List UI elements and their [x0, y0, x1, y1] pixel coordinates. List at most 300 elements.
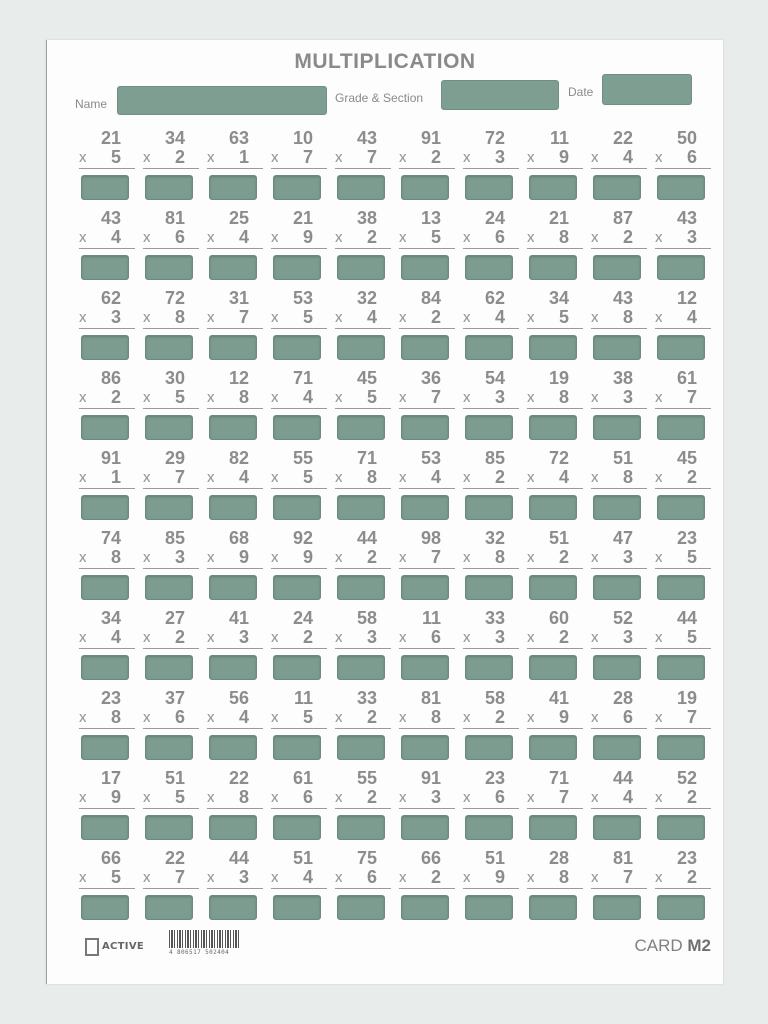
answer-rule: [335, 488, 391, 489]
answer-box[interactable]: [145, 575, 193, 600]
answer-box[interactable]: [657, 335, 705, 360]
answer-box[interactable]: [145, 495, 193, 520]
answer-box[interactable]: [401, 335, 449, 360]
problem-cell: [137, 362, 201, 442]
problem-cell: [393, 522, 457, 602]
multiplier: 2: [430, 867, 441, 887]
multiplier: 8: [622, 307, 633, 327]
answer-rule: [271, 568, 327, 569]
problem-cell: [457, 522, 521, 602]
problem-grid: [73, 122, 713, 922]
multiplier: 7: [430, 387, 441, 407]
multiplier: 5: [430, 227, 441, 247]
problem-cell: [521, 362, 585, 442]
answer-box[interactable]: [593, 575, 641, 600]
times-sign: x: [271, 789, 279, 806]
multiplier: 7: [174, 467, 185, 487]
answer-box[interactable]: [273, 415, 321, 440]
multiplier: 2: [302, 627, 313, 647]
problem-cell: [137, 282, 201, 362]
answer-rule: [143, 408, 199, 409]
multiplicand: 23: [676, 528, 697, 548]
times-sign: x: [335, 629, 343, 646]
times-sign: x: [655, 709, 663, 726]
answer-box[interactable]: [337, 815, 385, 840]
answer-box[interactable]: [657, 495, 705, 520]
problem-cell: [457, 682, 521, 762]
answer-rule: [271, 648, 327, 649]
times-sign: x: [527, 789, 535, 806]
answer-rule: [143, 488, 199, 489]
answer-box[interactable]: [401, 655, 449, 680]
worksheet-title: MULTIPLICATION: [294, 50, 476, 73]
answer-rule: [591, 728, 647, 729]
problem-cell: [649, 842, 713, 922]
answer-rule: [271, 888, 327, 889]
answer-box[interactable]: [465, 575, 513, 600]
answer-box[interactable]: [209, 175, 257, 200]
times-sign: x: [591, 469, 599, 486]
multiplicand: 74: [100, 528, 121, 548]
times-sign: x: [591, 869, 599, 886]
answer-box[interactable]: [593, 735, 641, 760]
answer-box[interactable]: [593, 415, 641, 440]
problem-cell: [393, 122, 457, 202]
answer-box[interactable]: [337, 175, 385, 200]
answer-box[interactable]: [337, 575, 385, 600]
name-field[interactable]: [117, 86, 327, 115]
times-sign: x: [79, 709, 87, 726]
answer-box[interactable]: [657, 815, 705, 840]
answer-box[interactable]: [209, 655, 257, 680]
answer-rule: [271, 488, 327, 489]
times-sign: x: [143, 629, 151, 646]
answer-box[interactable]: [81, 575, 129, 600]
answer-box[interactable]: [81, 175, 129, 200]
answer-rule: [591, 568, 647, 569]
multiplicand: 52: [676, 768, 697, 788]
problem-cell: [649, 122, 713, 202]
answer-rule: [207, 248, 263, 249]
multiplicand: 44: [356, 528, 377, 548]
times-sign: x: [655, 789, 663, 806]
answer-box[interactable]: [273, 655, 321, 680]
times-sign: x: [207, 469, 215, 486]
answer-box[interactable]: [593, 175, 641, 200]
answer-box[interactable]: [657, 415, 705, 440]
answer-box[interactable]: [273, 815, 321, 840]
problem-cell: [137, 762, 201, 842]
answer-rule: [591, 488, 647, 489]
answer-box[interactable]: [593, 495, 641, 520]
times-sign: x: [463, 469, 471, 486]
multiplier: 5: [366, 387, 377, 407]
answer-box[interactable]: [465, 255, 513, 280]
answer-box[interactable]: [593, 655, 641, 680]
multiplier: 8: [238, 787, 249, 807]
problem-cell: [265, 362, 329, 442]
answer-box[interactable]: [465, 735, 513, 760]
multiplicand: 62: [100, 288, 121, 308]
answer-box[interactable]: [209, 255, 257, 280]
problem-cell: [585, 282, 649, 362]
problem-cell: [201, 202, 265, 282]
multiplicand: 22: [228, 768, 249, 788]
answer-rule: [143, 248, 199, 249]
multiplier: 8: [430, 707, 441, 727]
barcode-bars: [169, 930, 239, 948]
times-sign: x: [591, 389, 599, 406]
multiplicand: 66: [420, 848, 441, 868]
times-sign: x: [143, 389, 151, 406]
multiplicand: 58: [484, 688, 505, 708]
problem-cell: [329, 842, 393, 922]
answer-rule: [527, 728, 583, 729]
answer-rule: [655, 728, 711, 729]
answer-rule: [207, 168, 263, 169]
times-sign: x: [271, 469, 279, 486]
answer-box[interactable]: [145, 255, 193, 280]
multiplicand: 91: [100, 448, 121, 468]
multiplicand: 33: [484, 608, 505, 628]
answer-box[interactable]: [465, 495, 513, 520]
answer-box[interactable]: [593, 255, 641, 280]
multiplier: 2: [430, 147, 441, 167]
answer-box[interactable]: [337, 655, 385, 680]
multiplicand: 51: [164, 768, 185, 788]
problem-cell: [265, 442, 329, 522]
answer-rule: [527, 648, 583, 649]
answer-rule: [399, 888, 455, 889]
answer-rule: [463, 248, 519, 249]
times-sign: x: [399, 229, 407, 246]
answer-box[interactable]: [337, 895, 385, 920]
problem-cell: [329, 602, 393, 682]
answer-rule: [271, 248, 327, 249]
multiplier: 5: [558, 307, 569, 327]
answer-rule: [335, 168, 391, 169]
answer-box[interactable]: [529, 895, 577, 920]
answer-box[interactable]: [145, 415, 193, 440]
multiplicand: 55: [292, 448, 313, 468]
answer-box[interactable]: [273, 735, 321, 760]
answer-rule: [207, 328, 263, 329]
multiplier: 3: [686, 227, 697, 247]
multiplier: 3: [494, 627, 505, 647]
multiplicand: 21: [100, 128, 121, 148]
multiplier: 5: [174, 387, 185, 407]
problem-cell: [137, 602, 201, 682]
multiplicand: 51: [612, 448, 633, 468]
answer-box[interactable]: [81, 255, 129, 280]
multiplicand: 43: [100, 208, 121, 228]
multiplier: 8: [558, 227, 569, 247]
times-sign: x: [527, 549, 535, 566]
multiplicand: 54: [484, 368, 505, 388]
multiplier: 2: [686, 467, 697, 487]
answer-box[interactable]: [209, 495, 257, 520]
multiplicand: 47: [612, 528, 633, 548]
date-label: Date: [568, 85, 594, 99]
multiplicand: 38: [356, 208, 377, 228]
answer-box[interactable]: [465, 895, 513, 920]
answer-box[interactable]: [593, 335, 641, 360]
times-sign: x: [399, 869, 407, 886]
answer-box[interactable]: [657, 255, 705, 280]
answer-box[interactable]: [529, 415, 577, 440]
answer-box[interactable]: [337, 335, 385, 360]
barcode-number: 4 806517 502404: [169, 949, 230, 956]
problem-cell: [137, 522, 201, 602]
answer-box[interactable]: [81, 655, 129, 680]
answer-rule: [79, 328, 135, 329]
multiplier: 2: [622, 227, 633, 247]
problem-cell: [265, 202, 329, 282]
answer-box[interactable]: [209, 895, 257, 920]
multiplicand: 52: [612, 608, 633, 628]
multiplicand: 66: [100, 848, 121, 868]
multiplier: 3: [174, 547, 185, 567]
answer-box[interactable]: [81, 495, 129, 520]
multiplier: 9: [558, 147, 569, 167]
multiplicand: 43: [612, 288, 633, 308]
multiplier: 7: [238, 307, 249, 327]
answer-box[interactable]: [81, 735, 129, 760]
multiplicand: 51: [548, 528, 569, 548]
answer-rule: [399, 728, 455, 729]
problem-cell: [393, 202, 457, 282]
multiplier: 5: [110, 147, 121, 167]
multiplicand: 19: [676, 688, 697, 708]
times-sign: x: [399, 149, 407, 166]
multiplier: 3: [494, 147, 505, 167]
answer-box[interactable]: [529, 495, 577, 520]
problem-cell: [201, 282, 265, 362]
answer-box[interactable]: [273, 335, 321, 360]
problem-cell: [265, 522, 329, 602]
answer-rule: [527, 328, 583, 329]
answer-box[interactable]: [337, 495, 385, 520]
answer-box[interactable]: [465, 655, 513, 680]
multiplicand: 45: [356, 368, 377, 388]
problem-cell: [393, 762, 457, 842]
answer-box[interactable]: [273, 495, 321, 520]
answer-box[interactable]: [145, 655, 193, 680]
date-field[interactable]: [602, 74, 692, 105]
answer-rule: [143, 568, 199, 569]
multiplier: 7: [174, 867, 185, 887]
answer-rule: [527, 808, 583, 809]
answer-rule: [143, 728, 199, 729]
answer-box[interactable]: [465, 175, 513, 200]
grade-section-field[interactable]: [441, 80, 559, 110]
problem-cell: [457, 602, 521, 682]
problem-cell: [649, 682, 713, 762]
answer-box[interactable]: [657, 895, 705, 920]
answer-box[interactable]: [593, 815, 641, 840]
times-sign: x: [463, 789, 471, 806]
answer-rule: [79, 888, 135, 889]
multiplier: 7: [302, 147, 313, 167]
answer-box[interactable]: [209, 815, 257, 840]
answer-rule: [591, 248, 647, 249]
times-sign: x: [527, 149, 535, 166]
answer-box[interactable]: [529, 655, 577, 680]
multiplicand: 91: [420, 768, 441, 788]
multiplier: 8: [558, 387, 569, 407]
multiplier: 6: [366, 867, 377, 887]
answer-box[interactable]: [145, 895, 193, 920]
multiplicand: 34: [100, 608, 121, 628]
answer-box[interactable]: [529, 335, 577, 360]
multiplier: 4: [686, 307, 697, 327]
answer-box[interactable]: [401, 575, 449, 600]
answer-rule: [79, 648, 135, 649]
multiplicand: 45: [676, 448, 697, 468]
times-sign: x: [335, 389, 343, 406]
answer-rule: [463, 408, 519, 409]
answer-box[interactable]: [145, 175, 193, 200]
card-code: M2: [687, 936, 711, 955]
answer-rule: [399, 488, 455, 489]
problem-cell: [265, 602, 329, 682]
multiplier: 4: [302, 867, 313, 887]
multiplier: 4: [302, 387, 313, 407]
answer-box[interactable]: [209, 735, 257, 760]
answer-rule: [143, 168, 199, 169]
answer-box[interactable]: [209, 335, 257, 360]
answer-box[interactable]: [337, 255, 385, 280]
answer-box[interactable]: [401, 895, 449, 920]
answer-box[interactable]: [81, 895, 129, 920]
answer-box[interactable]: [529, 575, 577, 600]
answer-rule: [79, 728, 135, 729]
answer-box[interactable]: [657, 175, 705, 200]
answer-box[interactable]: [529, 735, 577, 760]
answer-rule: [207, 728, 263, 729]
answer-rule: [79, 808, 135, 809]
answer-rule: [143, 648, 199, 649]
logo-text: ACTIVE: [102, 941, 144, 952]
answer-box[interactable]: [401, 815, 449, 840]
answer-box[interactable]: [81, 815, 129, 840]
multiplier: 9: [302, 547, 313, 567]
answer-box[interactable]: [465, 415, 513, 440]
times-sign: x: [399, 789, 407, 806]
multiplier: 4: [558, 467, 569, 487]
answer-box[interactable]: [465, 335, 513, 360]
answer-rule: [79, 568, 135, 569]
answer-box[interactable]: [145, 335, 193, 360]
answer-box[interactable]: [657, 655, 705, 680]
multiplier: 5: [302, 707, 313, 727]
problem-cell: [585, 442, 649, 522]
answer-box[interactable]: [465, 815, 513, 840]
problem-cell: [457, 362, 521, 442]
times-sign: x: [143, 709, 151, 726]
multiplicand: 33: [356, 688, 377, 708]
answer-box[interactable]: [401, 415, 449, 440]
multiplicand: 21: [548, 208, 569, 228]
answer-rule: [463, 168, 519, 169]
answer-box[interactable]: [209, 575, 257, 600]
answer-rule: [335, 728, 391, 729]
times-sign: x: [79, 629, 87, 646]
problem-cell: [649, 362, 713, 442]
multiplicand: 91: [420, 128, 441, 148]
answer-rule: [655, 808, 711, 809]
multiplier: 8: [174, 307, 185, 327]
multiplicand: 32: [356, 288, 377, 308]
multiplier: 1: [110, 467, 121, 487]
answer-rule: [271, 728, 327, 729]
answer-box[interactable]: [529, 255, 577, 280]
multiplier: 3: [622, 627, 633, 647]
problem-cell: [393, 442, 457, 522]
logo-mark-icon: [85, 938, 99, 956]
times-sign: x: [207, 709, 215, 726]
answer-rule: [79, 408, 135, 409]
answer-box[interactable]: [273, 175, 321, 200]
answer-box[interactable]: [401, 735, 449, 760]
answer-box[interactable]: [401, 495, 449, 520]
answer-box[interactable]: [401, 255, 449, 280]
times-sign: x: [527, 309, 535, 326]
multiplicand: 22: [612, 128, 633, 148]
answer-rule: [335, 568, 391, 569]
answer-box[interactable]: [81, 335, 129, 360]
answer-box[interactable]: [273, 255, 321, 280]
answer-box[interactable]: [145, 735, 193, 760]
multiplicand: 82: [228, 448, 249, 468]
multiplicand: 71: [356, 448, 377, 468]
answer-box[interactable]: [593, 895, 641, 920]
multiplicand: 38: [612, 368, 633, 388]
answer-box[interactable]: [529, 175, 577, 200]
answer-box[interactable]: [529, 815, 577, 840]
problem-cell: [649, 602, 713, 682]
times-sign: x: [399, 629, 407, 646]
multiplicand: 56: [228, 688, 249, 708]
multiplier: 3: [622, 547, 633, 567]
multiplier: 3: [494, 387, 505, 407]
problem-cell: [585, 682, 649, 762]
answer-box[interactable]: [209, 415, 257, 440]
worksheet-card: [46, 40, 723, 984]
answer-box[interactable]: [273, 895, 321, 920]
answer-rule: [591, 888, 647, 889]
answer-box[interactable]: [81, 415, 129, 440]
answer-rule: [271, 328, 327, 329]
answer-rule: [271, 168, 327, 169]
multiplier: 7: [366, 147, 377, 167]
answer-box[interactable]: [657, 735, 705, 760]
answer-box[interactable]: [401, 175, 449, 200]
multiplier: 7: [622, 867, 633, 887]
problem-cell: [329, 362, 393, 442]
times-sign: x: [527, 709, 535, 726]
answer-box[interactable]: [337, 415, 385, 440]
multiplier: 4: [110, 627, 121, 647]
answer-box[interactable]: [657, 575, 705, 600]
answer-box[interactable]: [337, 735, 385, 760]
times-sign: x: [591, 789, 599, 806]
times-sign: x: [335, 309, 343, 326]
answer-box[interactable]: [145, 815, 193, 840]
answer-rule: [335, 648, 391, 649]
answer-box[interactable]: [273, 575, 321, 600]
times-sign: x: [143, 869, 151, 886]
